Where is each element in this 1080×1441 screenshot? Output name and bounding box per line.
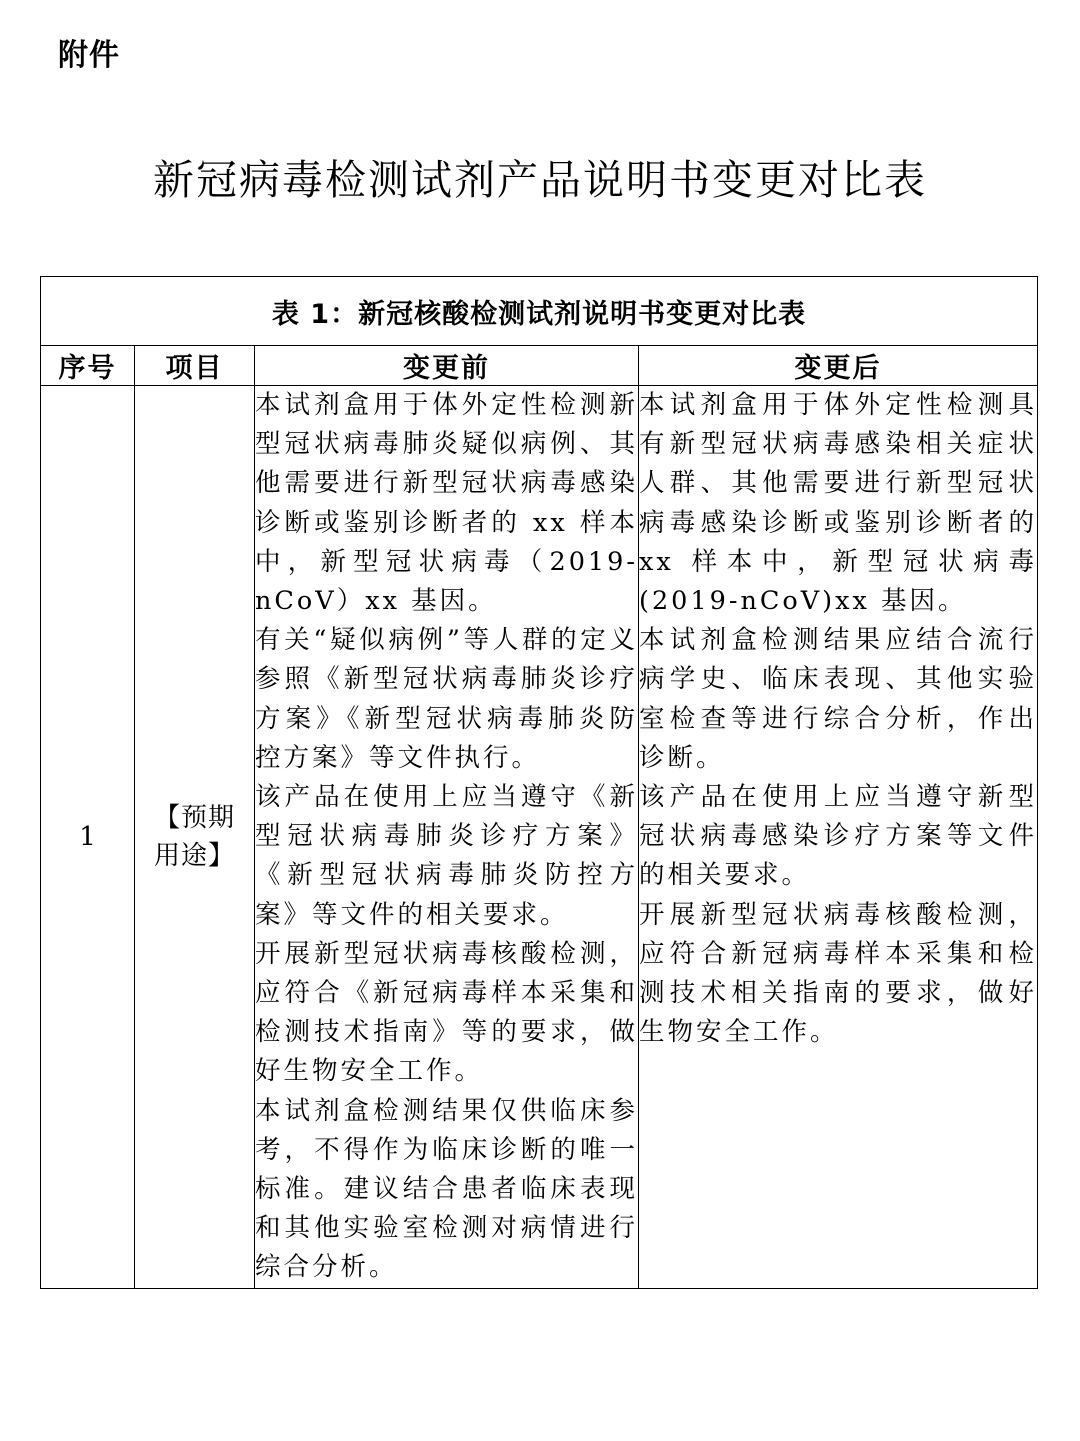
row-item-line-1: 【预期 <box>153 802 235 833</box>
after-paragraph: 开展新型冠状病毒核酸检测，应符合新冠病毒样本采集和检测技术相关指南的要求，做好生物安全工作。 <box>639 899 1037 1048</box>
header-after: 变更后 <box>639 346 1038 386</box>
after-paragraph: 本试剂盒检测结果应结合流行病学史、临床表现、其他实验室检查等进行综合分析，作出诊断。 <box>639 625 1037 773</box>
header-item: 项目 <box>135 346 255 386</box>
before-paragraph: 开展新型冠状病毒核酸检测，应符合《新冠病毒样本采集和检测技术指南》等的要求，做好生物安全工作。 <box>255 938 638 1087</box>
before-paragraph: 有关“疑似病例”等人群的定义参照《新型冠状病毒肺炎诊疗方案》《新型冠状病毒肺炎防控方案》等文件执行。 <box>255 625 638 773</box>
attachment-label: 附件 <box>58 38 120 73</box>
table-header-row <box>41 346 1038 386</box>
before-paragraph: 该产品在使用上应当遵守《新型冠状病毒肺炎诊疗方案》《新型冠状病毒肺炎防控方案》等文件的相关要求。 <box>255 782 638 930</box>
after-paragraph: 本试剂盒用于体外定性检测具有新型冠状病毒感染相关症状人群、其他需要进行新型冠状病毒感染诊断或鉴别诊断者的 xx 样本中，新型冠状病毒(2019-nCoV)xx 基因。 <box>639 390 1037 617</box>
comparison-table <box>40 276 1038 1289</box>
before-paragraph: 本试剂盒用于体外定性检测新型冠状病毒肺炎疑似病例、其他需要进行新型冠状病毒感染诊断或鉴别诊断者的 xx 样本中，新型冠状病毒（2019-nCoV）xx 基因。 <box>255 390 638 617</box>
row-serial: 1 <box>41 386 135 1289</box>
before-text-cell <box>255 386 639 1289</box>
after-text-cell <box>639 386 1038 1289</box>
row-item-line-2: 用途】 <box>153 840 235 871</box>
row-item <box>135 386 255 1289</box>
header-before: 变更前 <box>255 346 639 386</box>
document-title: 新冠病毒检测试剂产品说明书变更对比表 <box>153 156 927 204</box>
before-paragraph: 本试剂盒检测结果仅供临床参考，不得作为临床诊断的唯一标准。建议结合患者临床表现和其他实验室检测对病情进行综合分析。 <box>255 1095 638 1283</box>
table-caption: 表 1：新冠核酸检测试剂说明书变更对比表 <box>41 277 1038 346</box>
after-paragraph: 该产品在使用上应当遵守新型冠状病毒感染诊疗方案等文件的相关要求。 <box>639 782 1037 891</box>
table-row <box>41 386 1038 1289</box>
header-serial: 序号 <box>41 346 135 386</box>
table-caption-row <box>41 277 1038 346</box>
